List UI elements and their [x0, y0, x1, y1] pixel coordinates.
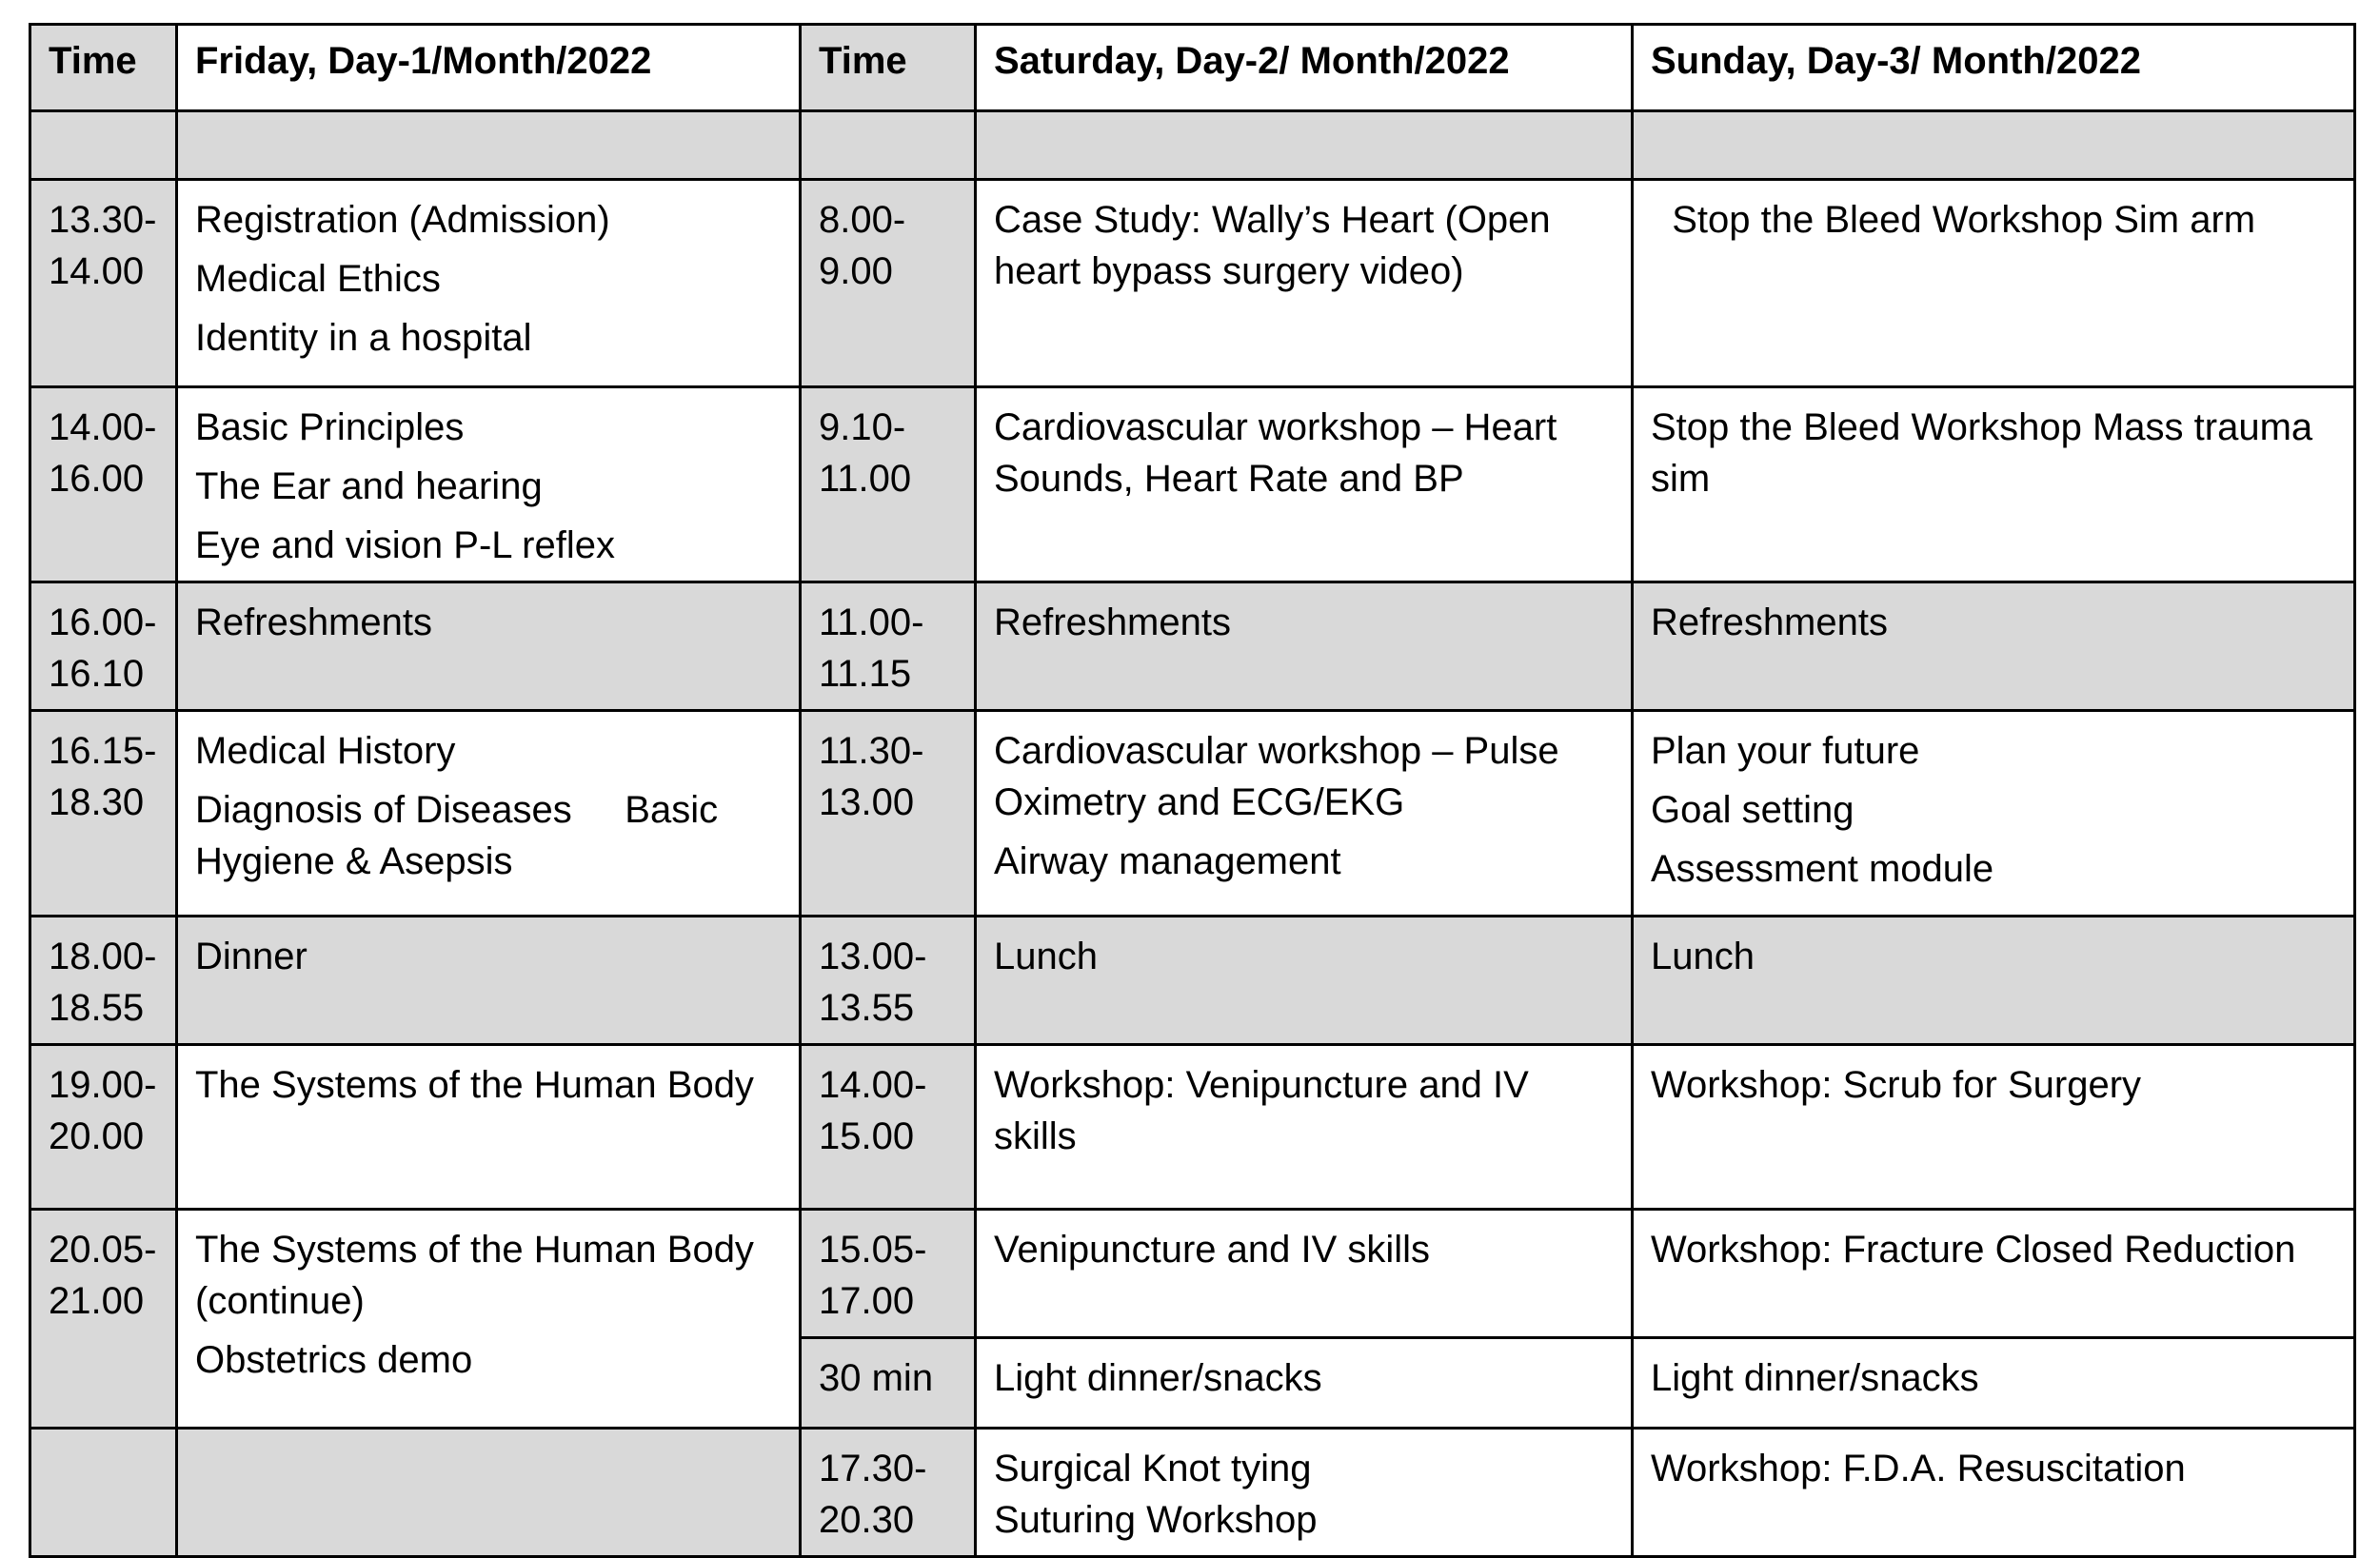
schedule-row [30, 1429, 2355, 1557]
time-text: 11.00- [819, 602, 924, 643]
sunday-activity-cell [1633, 1210, 2355, 1338]
activity-text: Plan your future [1651, 730, 1920, 772]
time-text: 17.00 [819, 1280, 915, 1322]
friday-time-cell [30, 1429, 177, 1557]
activity-text: Lunch [1651, 936, 1755, 977]
time-text: 13.55 [819, 987, 915, 1029]
time-text: 11.30- [819, 730, 924, 772]
friday-header: Friday, Day-1/Month/2022 [177, 25, 801, 111]
friday-time-cell [30, 917, 177, 1045]
schedule-row [30, 387, 2355, 582]
table-edge [29, 1517, 31, 1544]
activity-text: The Systems of the Human Body [195, 1229, 754, 1271]
time-text: 9.00 [819, 250, 893, 292]
saturday-time-cell [801, 917, 976, 1045]
activity-text: Workshop: F.D.A. Resuscitation [1651, 1448, 2186, 1489]
activity-text: Stop the Bleed Workshop Mass trauma [1651, 406, 2313, 448]
friday-time-cell [30, 1045, 177, 1210]
activity-text: Venipuncture and IV skills [994, 1229, 1431, 1271]
saturday-time-cell [801, 1338, 976, 1429]
time-text: 13.00- [819, 936, 927, 977]
activity-text: Identity in a hospital [195, 317, 532, 359]
activity-text: Workshop: Venipuncture and IV [994, 1064, 1529, 1106]
time-text: 11.15 [819, 653, 912, 695]
time-text: 16.10 [49, 653, 145, 695]
activity-text: Obstetrics demo [195, 1339, 473, 1381]
activity-text: Cardiovascular workshop – Heart [994, 406, 1557, 448]
saturday-activity-cell [976, 917, 1633, 1045]
spacer-cell [801, 111, 976, 180]
friday-time-cell [30, 180, 177, 387]
time-text: 16.00- [49, 602, 157, 643]
saturday-activity-cell [976, 582, 1633, 711]
sunday-activity-cell [1633, 917, 2355, 1045]
saturday-activity-cell [976, 1338, 1633, 1429]
time-header-1: Time [30, 25, 177, 111]
activity-text: heart bypass surgery video) [994, 250, 1464, 292]
time-text: 20.30 [819, 1499, 915, 1541]
activity-text: Goal setting [1651, 789, 1854, 831]
time-text: 20.00 [49, 1115, 145, 1157]
activity-text: Hygiene & Asepsis [195, 840, 513, 882]
activity-text: Workshop: Fracture Closed Reduction [1651, 1229, 2296, 1271]
sunday-activity-cell [1633, 711, 2355, 917]
spacer-row [30, 111, 2355, 180]
saturday-time-cell [801, 711, 976, 917]
saturday-time-cell [801, 1429, 976, 1557]
friday-time-cell [30, 711, 177, 917]
activity-text: Cardiovascular workshop – Pulse [994, 730, 1559, 772]
activity-text: Suturing Workshop [994, 1499, 1318, 1541]
time-text: 11.00 [819, 458, 912, 500]
activity-text: Eye and vision P-L reflex [195, 524, 615, 566]
time-text: 21.00 [49, 1280, 145, 1322]
time-text: 18.00- [49, 936, 157, 977]
time-text: 8.00- [819, 199, 906, 241]
activity-text: Medical History [195, 730, 456, 772]
activity-text: (continue) [195, 1280, 365, 1322]
activity-text: Workshop: Scrub for Surgery [1651, 1064, 2142, 1106]
saturday-time-cell [801, 387, 976, 582]
friday-activity-cell [177, 1045, 801, 1210]
schedule-row [30, 1045, 2355, 1210]
time-text: 17.30- [819, 1448, 927, 1489]
activity-text: Case Study: Wally’s Heart (Open [994, 199, 1551, 241]
saturday-activity-cell [976, 180, 1633, 387]
saturday-activity-cell [976, 1429, 1633, 1557]
time-text: 15.00 [819, 1115, 915, 1157]
activity-text: skills [994, 1115, 1077, 1157]
friday-activity-cell [177, 917, 801, 1045]
friday-time-cell [30, 1210, 177, 1429]
schedule-row [30, 711, 2355, 917]
time-text: 13.00 [819, 781, 915, 823]
spacer-cell [30, 111, 177, 180]
time-text: 19.00- [49, 1064, 157, 1106]
friday-activity-cell [177, 582, 801, 711]
friday-time-cell [30, 582, 177, 711]
schedule-row [30, 582, 2355, 711]
activity-text: Diagnosis of Diseases Basic [195, 789, 719, 831]
activity-text: Medical Ethics [195, 258, 441, 300]
activity-text: Lunch [994, 936, 1098, 977]
time-header-2: Time [801, 25, 976, 111]
activity-text: Surgical Knot tying [994, 1448, 1312, 1489]
saturday-activity-cell [976, 711, 1633, 917]
time-text: 18.55 [49, 987, 145, 1029]
sunday-activity-cell [1633, 1429, 2355, 1557]
activity-text: Oximetry and ECG/EKG [994, 781, 1405, 823]
saturday-activity-cell [976, 387, 1633, 582]
activity-text: Light dinner/snacks [994, 1357, 1322, 1399]
time-text: 30 min [819, 1357, 934, 1399]
friday-activity-cell [177, 387, 801, 582]
activity-text: Assessment module [1651, 848, 1994, 890]
friday-activity-cell [177, 1210, 801, 1429]
sunday-activity-cell [1633, 1045, 2355, 1210]
activity-text: The Systems of the Human Body [195, 1064, 754, 1106]
schedule-row [30, 917, 2355, 1045]
saturday-time-cell [801, 1045, 976, 1210]
sunday-activity-cell [1633, 180, 2355, 387]
activity-text: sim [1651, 458, 1711, 500]
activity-text: Refreshments [195, 602, 432, 643]
activity-text: Dinner [195, 936, 307, 977]
activity-text: Refreshments [1651, 602, 1888, 643]
saturday-time-cell [801, 180, 976, 387]
activity-text: Light dinner/snacks [1651, 1357, 1979, 1399]
friday-activity-cell [177, 711, 801, 917]
time-text: 14.00- [819, 1064, 927, 1106]
saturday-header: Saturday, Day-2/ Month/2022 [976, 25, 1633, 111]
friday-activity-cell [177, 180, 801, 387]
time-text: 18.30 [49, 781, 145, 823]
activity-text: Registration (Admission) [195, 199, 610, 241]
time-text: 14.00 [49, 250, 145, 292]
saturday-activity-cell [976, 1210, 1633, 1338]
friday-time-cell [30, 387, 177, 582]
time-text: 14.00- [49, 406, 157, 448]
saturday-activity-cell [976, 1045, 1633, 1210]
time-text: 20.05- [49, 1229, 157, 1271]
activity-text: Basic Principles [195, 406, 465, 448]
sunday-activity-cell [1633, 582, 2355, 711]
schedule-row [30, 1210, 2355, 1338]
schedule-table [29, 23, 2356, 1558]
time-text: 16.00 [49, 458, 145, 500]
sunday-header: Sunday, Day-3/ Month/2022 [1633, 25, 2355, 111]
friday-activity-cell [177, 1429, 801, 1557]
sunday-activity-cell [1633, 387, 2355, 582]
time-text: 9.10- [819, 406, 906, 448]
schedule-row [30, 180, 2355, 387]
spacer-cell [1633, 111, 2355, 180]
activity-text: The Ear and hearing [195, 465, 543, 507]
activity-text: Stop the Bleed Workshop Sim arm [1651, 199, 2256, 241]
time-text: 16.15- [49, 730, 157, 772]
activity-text: Sounds, Heart Rate and BP [994, 458, 1464, 500]
time-text: 13.30- [49, 199, 157, 241]
sunday-activity-cell [1633, 1338, 2355, 1429]
spacer-cell [177, 111, 801, 180]
time-text: 15.05- [819, 1229, 927, 1271]
activity-text: Refreshments [994, 602, 1231, 643]
saturday-time-cell [801, 582, 976, 711]
activity-text: Airway management [994, 840, 1341, 882]
saturday-time-cell [801, 1210, 976, 1338]
header-row [30, 25, 2355, 111]
spacer-cell [976, 111, 1633, 180]
